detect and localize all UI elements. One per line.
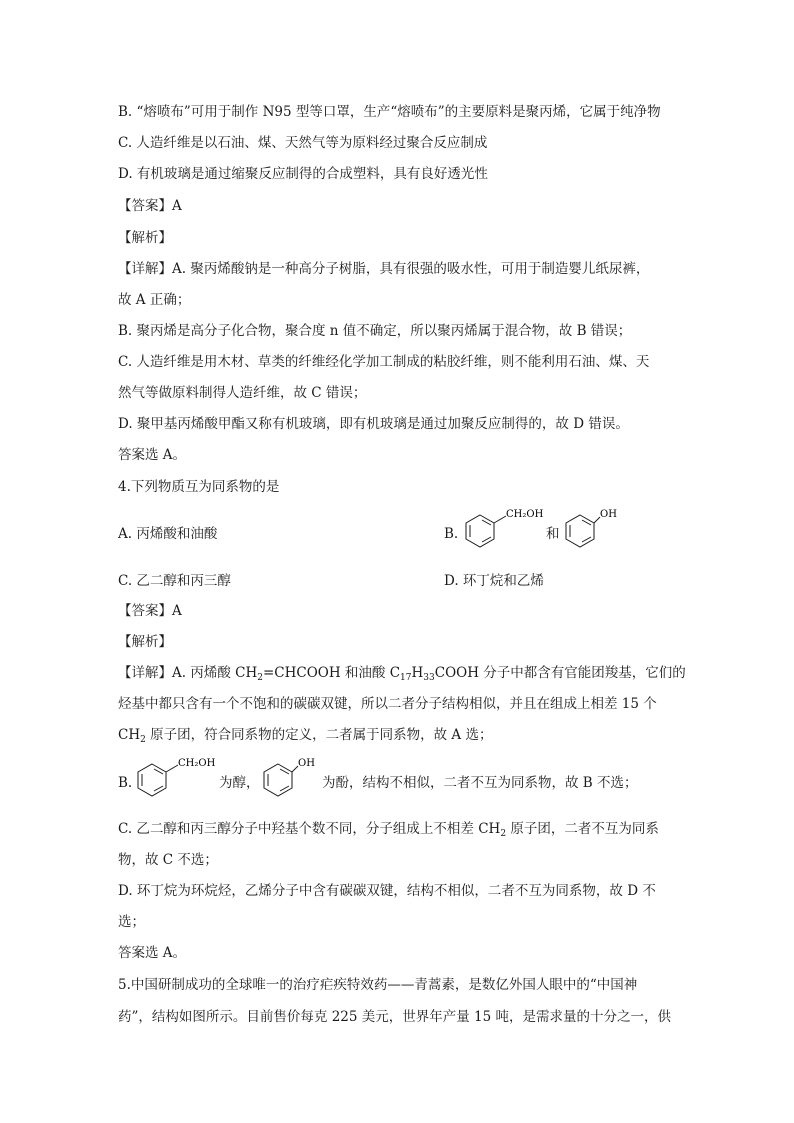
q4-explanation-b-mid: 为醇， [219, 775, 260, 791]
q4-option-c: C. 乙二醇和丙三醇 [118, 573, 231, 589]
q3-answer [118, 196, 182, 216]
explanation-text: H [411, 665, 424, 681]
q4-answer [118, 601, 182, 621]
q4-explanation-a-line1 [118, 663, 686, 683]
q4-conclusion: 答案选 A。 [118, 945, 187, 961]
q3-explanation-d: D. 聚甲基丙烯酸甲酯又称有机玻璃，即有机玻璃是通过加聚反应制得的，故 D 错误。 [118, 416, 629, 432]
detail-tag: 【详解】 [118, 665, 172, 681]
benzyl-alcohol-structure [134, 754, 224, 804]
subscript: 2 [500, 829, 507, 839]
phenol-structure [260, 754, 330, 804]
q4-analysis-tag: 【解析】 [118, 634, 172, 650]
q3-conclusion: 答案选 A。 [118, 447, 187, 463]
q3-explanation-a-line1 [118, 259, 649, 279]
q4-explanation-c-line2: 物，故 C 不选； [118, 852, 218, 868]
answer-tag: 【答案】 [118, 603, 172, 619]
q4-explanation-c-line1 [118, 819, 659, 839]
detail-tag: 【详解】 [118, 261, 172, 277]
explanation-text: A. 丙烯酸 CH [172, 665, 258, 681]
answer-value: A [172, 198, 182, 214]
q5-stem-line1: 5.中国研制成功的全球唯一的治疗疟疾特效药——青蒿素，是数亿外国人眼中的“中国神 [118, 977, 638, 993]
explanation-text: 原子团，二者不互为同系 [506, 821, 659, 837]
subscript: 2 [140, 735, 146, 745]
q4-option-b-prefix: B. [444, 526, 459, 542]
answer-value: A [172, 603, 182, 619]
q5-stem-line2: 药”，结构如图所示。目前售价每克 225 美元，世界年产量 15 吨，是需求量的十分之一，供 [118, 1009, 672, 1025]
q3-explanation-a-line2: 故 A 正确； [118, 292, 191, 308]
q4-explanation-a-line3 [118, 725, 492, 745]
q4-option-a: A. 丙烯酸和油酸 [118, 526, 218, 542]
q4-explanation-b-tail: 为酚，结构不相似，二者不互为同系物，故 B 不选； [322, 775, 638, 791]
mol1-label: CH₂OH [506, 509, 544, 520]
q3-explanation-c-line2: 然气等做原料制得人造纤维，故 C 错误； [118, 385, 367, 401]
explanation-text: CH [118, 727, 141, 743]
q4-explanation-d-line1: D. 环丁烷为环烷烃，乙烯分子中含有碳碳双键，结构不相似，二者不互为同系物，故 D 不 [118, 883, 656, 899]
q3-option-d: D. 有机玻璃是通过缩聚反应制得的合成塑料，具有良好透光性 [118, 166, 488, 182]
benzyl-alcohol-structure [462, 505, 552, 555]
mol1-label: CH₂OH [178, 758, 216, 769]
answer-tag: 【答案】 [118, 198, 172, 214]
q3-analysis-tag: 【解析】 [118, 230, 172, 246]
subscript: 17 [400, 673, 412, 683]
q4-explanation-b-prefix: B. [118, 775, 133, 791]
explanation-text: =CHCOOH 和油酸 C [262, 665, 401, 681]
phenol-structure [562, 505, 632, 555]
q3-explanation-c-line1: C. 人造纤维是用木材、草类的纤维经化学加工制成的粘胶纤维，则不能利用石油、煤、天 [118, 354, 650, 370]
q4-option-b-and: 和 [546, 526, 560, 542]
explanation-text: COOH 分子中都含有官能团羧基，它们的 [434, 665, 686, 681]
subscript: 33 [423, 673, 435, 683]
q4-explanation-a-line2: 烃基中都只含有一个不饱和的碳碳双键，所以二者分子结构相似，并且在组成上相差 15 个 [118, 696, 657, 712]
q3-explanation-b: B. 聚丙烯是高分子化合物，聚合度 n 值不确定，所以聚丙烯属于混合物，故 B 错误； [118, 323, 632, 339]
explanation-text: 原子团，符合同系物的定义，二者属于同系物，故 A 选； [145, 727, 493, 743]
explanation-text: C. 乙二醇和丙三醇分子中羟基个数不同，分子组成上不相差 CH [118, 821, 501, 837]
q3-option-b: B. “熔喷布”可用于制作 N95 型等口罩，生产“熔喷布”的主要原料是聚丙烯，它属于纯净物 [118, 104, 661, 120]
q4-explanation-d-line2: 选； [118, 914, 145, 930]
q4-stem: 4.下列物质互为同系物的是 [118, 479, 280, 495]
explanation-text: A. 聚丙烯酸钠是一种高分子树脂，具有很强的吸水性，可用于制造婴儿纸尿裤， [172, 261, 650, 277]
q4-option-d: D. 环丁烷和乙烯 [444, 573, 544, 589]
mol2-label: OH [600, 509, 617, 520]
q3-option-c: C. 人造纤维是以石油、煤、天然气等为原料经过聚合反应制成 [118, 135, 488, 151]
subscript: 2 [257, 673, 263, 683]
mol2-label: OH [298, 758, 315, 769]
